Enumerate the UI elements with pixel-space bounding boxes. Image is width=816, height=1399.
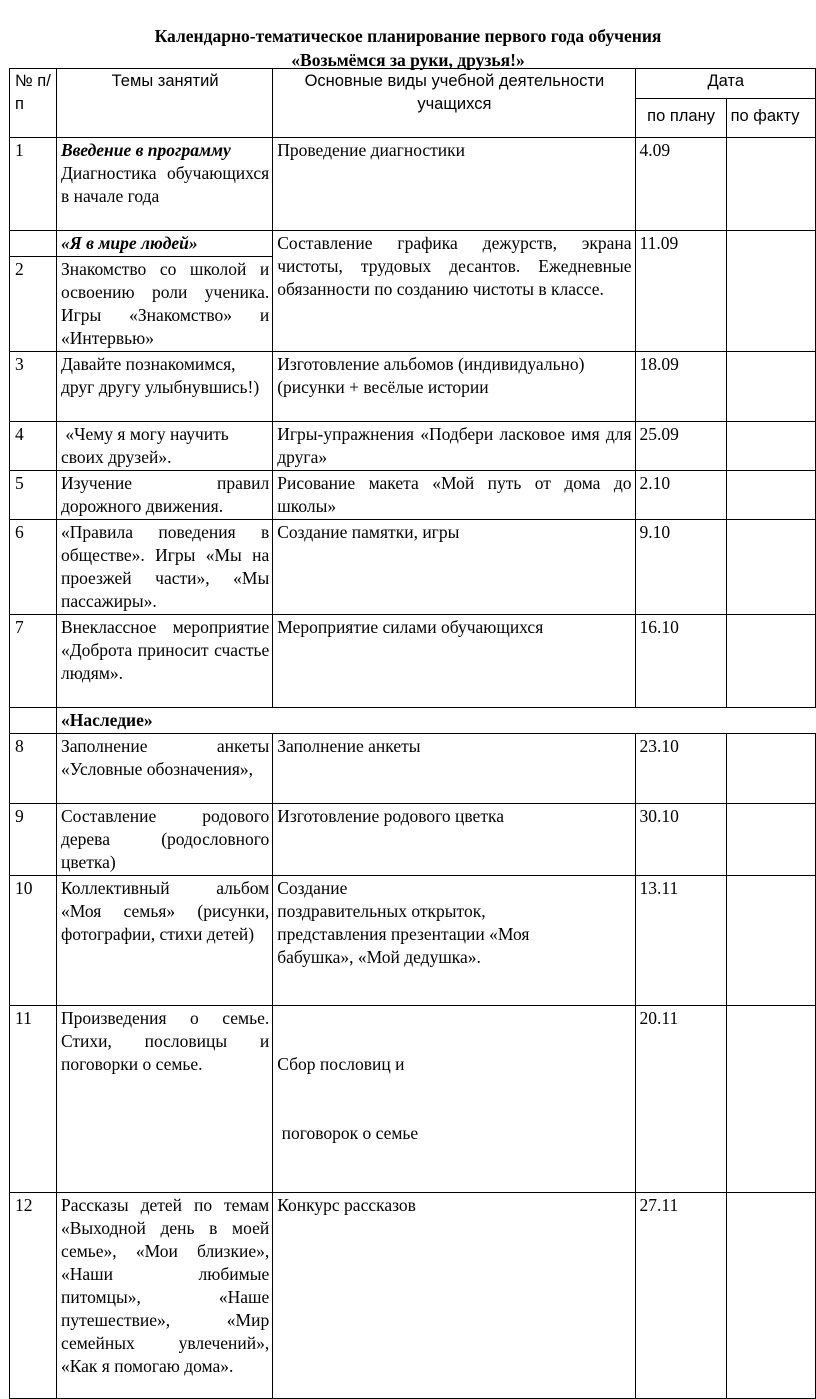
row-plan: 30.10	[635, 804, 726, 876]
table-row	[10, 734, 816, 804]
table-row	[10, 471, 816, 520]
section-heritage: «Наследие»	[56, 708, 815, 734]
row-activity: Игры-упражнения «Подбери ласковое имя для друга»	[273, 422, 635, 471]
row-fact	[726, 804, 815, 876]
row-fact	[726, 734, 815, 804]
table-row	[10, 1193, 816, 1399]
row-activity: Изготовление родового цветка	[273, 804, 635, 876]
row-topic: Коллективный альбом «Моя семья» (рисунки, фотографии, стихи детей)	[56, 876, 272, 1006]
row-activity: Изготовление альбомов (индивидуально) (рисунки + весёлые истории	[273, 352, 635, 422]
row-topic: Знакомство со школой и освоению роли ученика. Игры «Знакомство» и «Интервью»	[56, 257, 272, 352]
row-plan: 2.10	[635, 471, 726, 520]
row-activity: Создание памятки, игры	[273, 520, 635, 615]
header-row	[10, 69, 816, 99]
row-plan: 23.10	[635, 734, 726, 804]
row-fact	[726, 138, 815, 231]
row-activity-line: представления презентации «Моя	[277, 924, 530, 944]
row-topic: «Чему я могу научить своих друзей».	[56, 422, 272, 471]
row-topic: Произведения о семье. Стихи, пословицы и поговорки о семье.	[56, 1006, 272, 1193]
row-num: 10	[10, 876, 57, 1006]
header-num: № п/п	[10, 69, 57, 138]
row-activity: Проведение диагностики	[273, 138, 635, 231]
header-plan: по плану	[635, 99, 726, 138]
row-plan: 25.09	[635, 422, 726, 471]
section-num-empty	[10, 708, 57, 734]
row-fact	[726, 615, 815, 708]
table-row	[10, 804, 816, 876]
row-plan: 4.09	[635, 138, 726, 231]
header-date: Дата	[635, 69, 815, 99]
row-activity: Рисование макета «Мой путь от дома до школы»	[273, 471, 635, 520]
row-num: 8	[10, 734, 57, 804]
row-fact	[726, 520, 815, 615]
row-fact	[726, 422, 815, 471]
table-row	[10, 1006, 816, 1193]
row-activity-line: поговорок о семье	[277, 1123, 419, 1143]
row-activity	[273, 876, 635, 1006]
row-num: 7	[10, 615, 57, 708]
row-num: 9	[10, 804, 57, 876]
row-activity: Составление графика дежурств, экрана чистоты, трудовых десантов. Ежедневные обязанности по созданию чистоты в классе.	[273, 231, 635, 352]
row-num: 6	[10, 520, 57, 615]
row-topic: Рассказы детей по темам «Выходной день в моей семье», «Мои близкие», «Наши любимые питомцы», «Наше путешествие», «Мир семейных увлечений», «Как я помогаю дома».	[56, 1193, 272, 1399]
header-activity: Основные виды учебной деятельности учащихся	[273, 69, 635, 138]
row-fact	[726, 352, 815, 422]
section-row	[10, 708, 816, 734]
row-fact	[726, 1006, 815, 1193]
row-activity-line: бабушка», «Мой дедушка».	[277, 947, 481, 967]
table-row	[10, 615, 816, 708]
row-plan: 27.11	[635, 1193, 726, 1399]
row-activity-line: поздравительных открыток,	[277, 901, 486, 921]
row-fact	[726, 231, 815, 352]
row-topic: Изучение правил дорожного движения.	[56, 471, 272, 520]
row-topic	[56, 138, 272, 231]
table-row	[10, 352, 816, 422]
row-num: 2	[10, 257, 57, 352]
section-world: «Я в мире людей»	[56, 231, 272, 257]
section-row	[10, 231, 816, 257]
row-num: 12	[10, 1193, 57, 1399]
row-plan: 9.10	[635, 520, 726, 615]
row-activity: Конкурс рассказов	[273, 1193, 635, 1399]
table-row	[10, 520, 816, 615]
row-activity-line: Сбор пословиц и	[277, 1054, 405, 1074]
row-topic: «Правила поведения в обществе». Игры «Мы на проезжей части», «Мы пассажиры».	[56, 520, 272, 615]
header-topic: Темы занятий	[56, 69, 272, 138]
row-topic: Внеклассное мероприятие «Доброта приносит счастье людям».	[56, 615, 272, 708]
section-num-empty	[10, 231, 57, 257]
title-line-1: Календарно-тематическое планирование первого года обучения	[154, 26, 662, 46]
table-row	[10, 138, 816, 231]
row-num: 1	[10, 138, 57, 231]
row-plan: 18.09	[635, 352, 726, 422]
title-line-2: «Возьмёмся за руки, друзья!»	[291, 50, 525, 70]
row-plan: 13.11	[635, 876, 726, 1006]
row-plan: 20.11	[635, 1006, 726, 1193]
row-topic-text: Диагностика обучающихся в начале года	[60, 163, 270, 206]
row-fact	[726, 876, 815, 1006]
row-activity: Заполнение анкеты	[273, 734, 635, 804]
row-num: 4	[10, 422, 57, 471]
row-topic: Составление родового дерева (родословного цветка)	[56, 804, 272, 876]
row-num: 5	[10, 471, 57, 520]
row-plan: 16.10	[635, 615, 726, 708]
row-topic: Заполнение анкеты «Условные обозначения»,	[56, 734, 272, 804]
row-topic: Давайте познакомимся, друг другу улыбнувшись!)	[56, 352, 272, 422]
row-num: 11	[10, 1006, 57, 1193]
row-num: 3	[10, 352, 57, 422]
planning-table	[9, 68, 816, 1399]
section-intro: Введение в программу	[60, 140, 231, 160]
row-fact	[726, 1193, 815, 1399]
row-activity: Мероприятие силами обучающихся	[273, 615, 635, 708]
row-fact	[726, 471, 815, 520]
table-row	[10, 422, 816, 471]
row-activity-line: Создание	[277, 878, 348, 898]
page-title	[0, 24, 816, 72]
table-row	[10, 876, 816, 1006]
row-activity	[273, 1006, 635, 1193]
header-fact: по факту	[726, 99, 815, 138]
row-plan: 11.09	[635, 231, 726, 352]
